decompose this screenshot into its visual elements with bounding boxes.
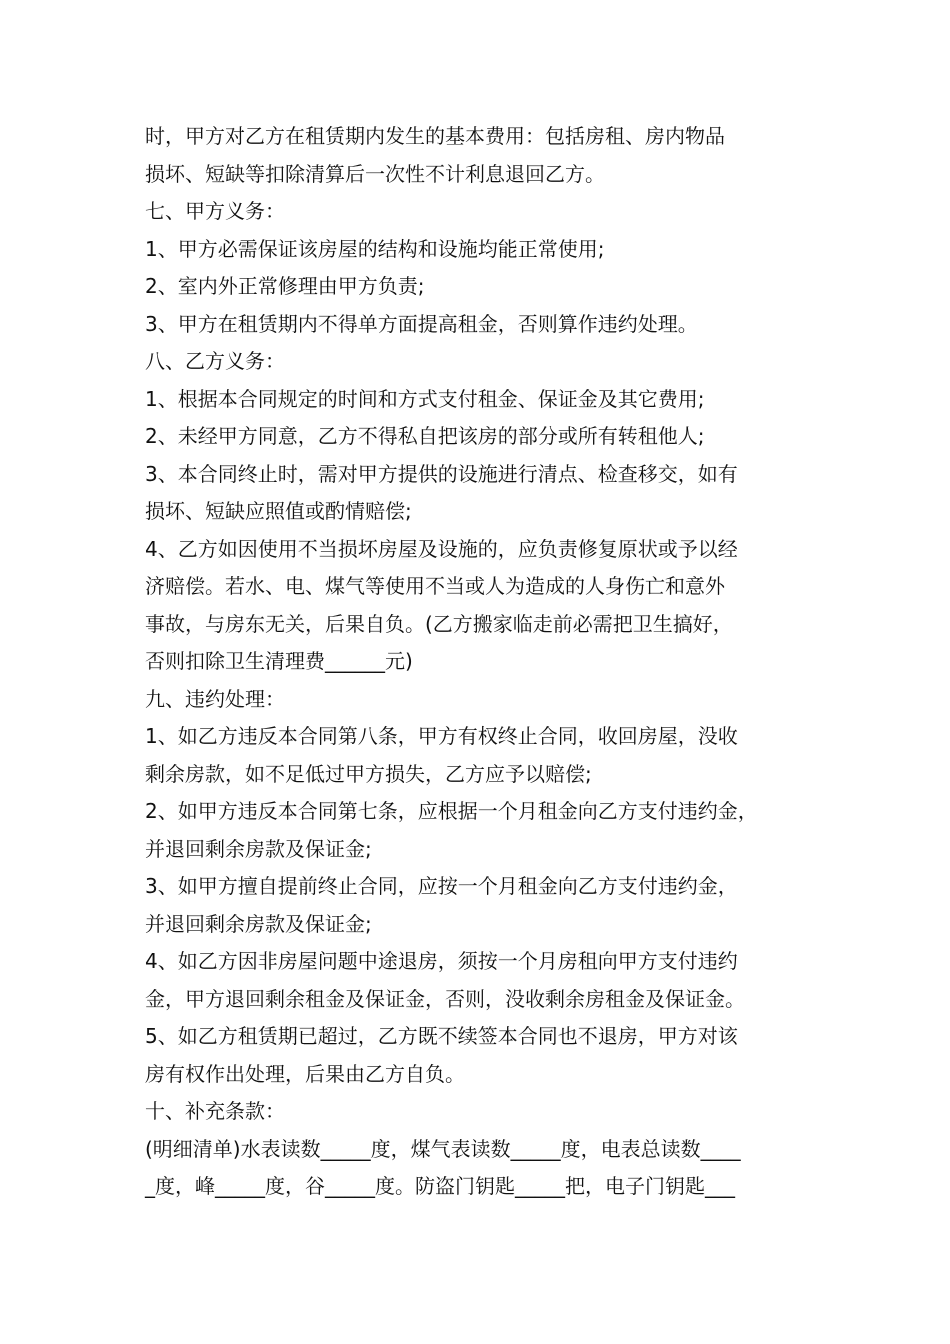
text-line: 4、乙方如因使用不当损坏房屋及设施的，应负责修复原状或予以经 <box>145 536 738 561</box>
text-line: 剩余房款，如不足低过甲方损失，乙方应予以赔偿; <box>145 761 592 786</box>
text-line: 3、本合同终止时，需对甲方提供的设施进行清点、检查移交，如有 <box>145 461 738 486</box>
section-heading: 十、补充条款： <box>145 1099 285 1123</box>
text-line: 并退回剩余房款及保证金; <box>145 911 372 936</box>
text-line: 3、如甲方擅自提前终止合同，应按一个月租金向乙方支付违约金， <box>145 874 738 898</box>
text-line: 房有权作出处理，后果由乙方自负。 <box>145 1061 465 1086</box>
text-line: 2、如甲方违反本合同第七条，应根据一个月租金向乙方支付违约金， <box>145 799 758 823</box>
text-line: 金，甲方退回剩余租金及保证金，否则，没收剩余房租金及保证金。 <box>145 986 745 1011</box>
text-line: 1、如乙方违反本合同第八条，甲方有权终止合同，收回房屋，没收 <box>145 724 738 748</box>
text-line: 并退回剩余房款及保证金; <box>145 836 372 861</box>
text-line: 5、如乙方租赁期已超过，乙方既不续签本合同也不退房，甲方对该 <box>145 1024 738 1048</box>
section-heading: 九、违约处理： <box>145 686 285 711</box>
document-body <box>145 118 825 1206</box>
text-line: 4、如乙方因非房屋问题中途退房，须按一个月房租向甲方支付违约 <box>145 949 738 973</box>
text-line: 1、根据本合同规定的时间和方式支付租金、保证金及其它费用; <box>145 386 705 411</box>
text-line: 损坏、短缺等扣除清算后一次性不计利息退回乙方。 <box>145 161 605 186</box>
section-heading: 八、乙方义务： <box>145 349 285 373</box>
text-line: (明细清单)水表读数_____度，煤气表读数_____度，电表总读数____ <box>145 1136 741 1161</box>
text-line: 济赔偿。若水、电、煤气等使用不当或人为造成的人身伤亡和意外 <box>145 574 725 598</box>
text-line: 2、室内外正常修理由甲方负责; <box>145 274 425 298</box>
section-heading: 七、甲方义务： <box>145 199 285 223</box>
text-line: 否则扣除卫生清理费______元) <box>145 649 413 673</box>
text-line: 3、甲方在租赁期内不得单方面提高租金，否则算作违约处理。 <box>145 311 698 336</box>
text-line: 时，甲方对乙方在租赁期内发生的基本费用：包括房租、房内物品 <box>145 124 725 148</box>
text-line: 损坏、短缺应照值或酌情赔偿; <box>145 499 412 523</box>
text-line: _度，峰_____度，谷_____度。防盗门钥匙_____把，电子门钥匙___ <box>145 1174 735 1198</box>
text-line: 2、未经甲方同意，乙方不得私自把该房的部分或所有转租他人; <box>145 424 705 448</box>
text-line: 1、甲方必需保证该房屋的结构和设施均能正常使用; <box>145 236 605 261</box>
text-line: 事故，与房东无关，后果自负。(乙方搬家临走前必需把卫生搞好， <box>145 611 733 636</box>
